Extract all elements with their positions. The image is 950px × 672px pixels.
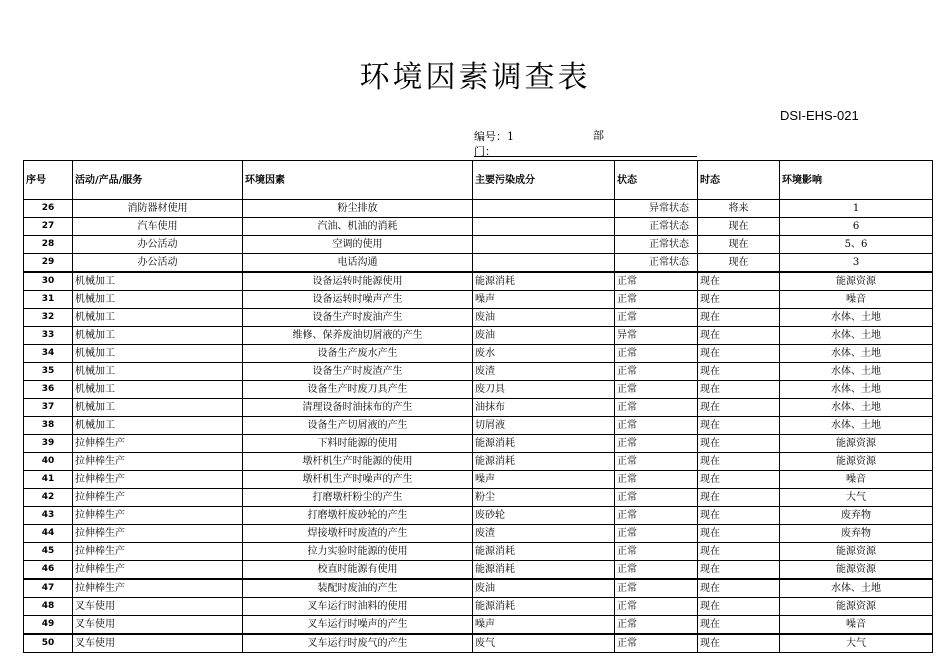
- cell-state: 正常: [615, 453, 698, 471]
- cell-factor: 清理设备时油抹布的产生: [243, 399, 473, 417]
- cell-factor: 打磨墩杆废砂轮的产生: [243, 507, 473, 525]
- cell-state: 正常状态: [615, 236, 698, 254]
- cell-state: 正常: [615, 471, 698, 489]
- cell-factor: 设备生产切屑液的产生: [243, 417, 473, 435]
- cell-pollutant: 噪声: [473, 291, 615, 309]
- cell-no: 35: [24, 363, 73, 381]
- cell-tense: 现在: [698, 254, 780, 273]
- cell-no: 29: [24, 254, 73, 273]
- cell-tense: 现在: [698, 634, 780, 653]
- cell-no: 26: [24, 200, 73, 218]
- header-pollutant: 主要污染成分: [473, 161, 615, 200]
- survey-table: [23, 160, 933, 653]
- cell-pollutant: 能源消耗: [473, 543, 615, 561]
- cell-pollutant: 能源消耗: [473, 272, 615, 291]
- cell-tense: 现在: [698, 309, 780, 327]
- cell-impact: 大气: [780, 634, 933, 653]
- cell-state: 正常: [615, 381, 698, 399]
- cell-impact: 能源资源: [780, 453, 933, 471]
- document-number: DSI-EHS-021: [780, 108, 859, 123]
- header-factor: 环境因素: [243, 161, 473, 200]
- cell-pollutant: 废渣: [473, 363, 615, 381]
- cell-tense: 现在: [698, 489, 780, 507]
- table-row: [24, 525, 933, 543]
- cell-factor: 叉车运行时噪声的产生: [243, 616, 473, 635]
- table-header-row: [24, 161, 933, 200]
- cell-pollutant: 废砂轮: [473, 507, 615, 525]
- table-row: [24, 453, 933, 471]
- cell-factor: 下料时能源的使用: [243, 435, 473, 453]
- cell-state: 正常: [615, 363, 698, 381]
- table-row: [24, 634, 933, 653]
- cell-no: 30: [24, 272, 73, 291]
- cell-tense: 现在: [698, 561, 780, 580]
- cell-activity: 拉伸棒生产: [73, 453, 243, 471]
- cell-tense: 现在: [698, 399, 780, 417]
- header-impact: 环境影响: [780, 161, 933, 200]
- cell-state: 正常: [615, 417, 698, 435]
- cell-impact: 废弃物: [780, 507, 933, 525]
- cell-pollutant: 切屑液: [473, 417, 615, 435]
- table-row: [24, 399, 933, 417]
- cell-tense: 现在: [698, 345, 780, 363]
- cell-impact: 5、6: [780, 236, 933, 254]
- cell-activity: 拉伸棒生产: [73, 543, 243, 561]
- cell-no: 48: [24, 598, 73, 616]
- cell-activity: 消防器材使用: [73, 200, 243, 218]
- cell-tense: 现在: [698, 579, 780, 598]
- cell-impact: 水体、土地: [780, 399, 933, 417]
- cell-impact: 6: [780, 218, 933, 236]
- cell-no: 49: [24, 616, 73, 635]
- cell-pollutant: 粉尘: [473, 489, 615, 507]
- cell-state: 正常: [615, 272, 698, 291]
- cell-factor: 装配时废油的产生: [243, 579, 473, 598]
- table-row: [24, 291, 933, 309]
- cell-factor: 电话沟通: [243, 254, 473, 273]
- cell-pollutant: 废气: [473, 634, 615, 653]
- cell-factor: 打磨墩杆粉尘的产生: [243, 489, 473, 507]
- table-row: [24, 579, 933, 598]
- cell-state: 正常: [615, 634, 698, 653]
- cell-impact: 水体、土地: [780, 309, 933, 327]
- cell-activity: 办公活动: [73, 236, 243, 254]
- table-row: [24, 561, 933, 580]
- cell-pollutant: [473, 200, 615, 218]
- cell-factor: 空调的使用: [243, 236, 473, 254]
- cell-activity: 叉车使用: [73, 616, 243, 635]
- table-row: [24, 543, 933, 561]
- cell-pollutant: 噪声: [473, 616, 615, 635]
- cell-activity: 拉伸棒生产: [73, 525, 243, 543]
- cell-tense: 现在: [698, 616, 780, 635]
- cell-impact: 能源资源: [780, 598, 933, 616]
- cell-activity: 叉车使用: [73, 598, 243, 616]
- cell-state: 正常: [615, 579, 698, 598]
- cell-tense: 现在: [698, 218, 780, 236]
- cell-pollutant: 能源消耗: [473, 561, 615, 580]
- table-row: [24, 435, 933, 453]
- table-row: [24, 471, 933, 489]
- cell-no: 36: [24, 381, 73, 399]
- cell-impact: 能源资源: [780, 272, 933, 291]
- cell-pollutant: [473, 254, 615, 273]
- cell-activity: 机械加工: [73, 363, 243, 381]
- cell-factor: 设备运转时噪声产生: [243, 291, 473, 309]
- cell-tense: 现在: [698, 525, 780, 543]
- cell-impact: 噪音: [780, 291, 933, 309]
- cell-state: 正常: [615, 291, 698, 309]
- cell-no: 40: [24, 453, 73, 471]
- department-label-line1: 部: [593, 129, 604, 142]
- cell-no: 44: [24, 525, 73, 543]
- cell-state: 正常: [615, 507, 698, 525]
- cell-impact: 水体、土地: [780, 363, 933, 381]
- table-row: [24, 489, 933, 507]
- header-activity: 活动/产品/服务: [73, 161, 243, 200]
- cell-tense: 现在: [698, 543, 780, 561]
- cell-no: 38: [24, 417, 73, 435]
- cell-tense: 现在: [698, 381, 780, 399]
- cell-factor: 设备生产废水产生: [243, 345, 473, 363]
- cell-no: 32: [24, 309, 73, 327]
- cell-impact: 1: [780, 200, 933, 218]
- cell-activity: 拉伸棒生产: [73, 435, 243, 453]
- cell-tense: 现在: [698, 598, 780, 616]
- department-label-line2: 门：: [474, 145, 496, 158]
- cell-factor: 墩杆机生产时噪声的产生: [243, 471, 473, 489]
- cell-impact: 能源资源: [780, 435, 933, 453]
- cell-state: 正常: [615, 616, 698, 635]
- cell-activity: 机械加工: [73, 399, 243, 417]
- cell-impact: 大气: [780, 489, 933, 507]
- cell-factor: 粉尘排放: [243, 200, 473, 218]
- cell-activity: 机械加工: [73, 327, 243, 345]
- cell-no: 45: [24, 543, 73, 561]
- cell-state: 异常: [615, 327, 698, 345]
- cell-no: 28: [24, 236, 73, 254]
- cell-pollutant: 噪声: [473, 471, 615, 489]
- cell-no: 50: [24, 634, 73, 653]
- cell-tense: 现在: [698, 471, 780, 489]
- cell-no: 31: [24, 291, 73, 309]
- cell-pollutant: [473, 236, 615, 254]
- department-underline: [474, 156, 697, 157]
- cell-state: 正常: [615, 489, 698, 507]
- cell-impact: 水体、土地: [780, 327, 933, 345]
- cell-activity: 拉伸棒生产: [73, 561, 243, 580]
- cell-impact: 水体、土地: [780, 579, 933, 598]
- table-row: [24, 345, 933, 363]
- cell-activity: 拉伸棒生产: [73, 507, 243, 525]
- header-state: 状态: [615, 161, 698, 200]
- cell-factor: 焊接墩杆时废渣的产生: [243, 525, 473, 543]
- cell-factor: 墩杆机生产时能源的使用: [243, 453, 473, 471]
- cell-pollutant: 废油: [473, 579, 615, 598]
- cell-state: 正常: [615, 525, 698, 543]
- cell-state: 正常状态: [615, 218, 698, 236]
- cell-factor: 叉车运行时废气的产生: [243, 634, 473, 653]
- serial-number-label: 编号：1: [474, 130, 514, 143]
- header-tense: 时态: [698, 161, 780, 200]
- table-row: [24, 327, 933, 345]
- cell-no: 39: [24, 435, 73, 453]
- cell-state: 正常: [615, 435, 698, 453]
- cell-no: 27: [24, 218, 73, 236]
- cell-activity: 叉车使用: [73, 634, 243, 653]
- cell-pollutant: 能源消耗: [473, 598, 615, 616]
- cell-pollutant: 能源消耗: [473, 453, 615, 471]
- cell-state: 正常: [615, 345, 698, 363]
- cell-state: 正常: [615, 399, 698, 417]
- cell-no: 37: [24, 399, 73, 417]
- table-body: [24, 200, 933, 653]
- cell-state: 异常状态: [615, 200, 698, 218]
- cell-activity: 机械加工: [73, 345, 243, 363]
- cell-factor: 设备生产时废渣产生: [243, 363, 473, 381]
- cell-pollutant: 废刀具: [473, 381, 615, 399]
- cell-factor: 设备生产时废刀具产生: [243, 381, 473, 399]
- cell-tense: 现在: [698, 363, 780, 381]
- cell-no: 41: [24, 471, 73, 489]
- cell-activity: 拉伸棒生产: [73, 471, 243, 489]
- table-row: [24, 616, 933, 635]
- cell-factor: 设备生产时废油产生: [243, 309, 473, 327]
- cell-activity: 拉伸棒生产: [73, 579, 243, 598]
- cell-tense: 将来: [698, 200, 780, 218]
- cell-factor: 设备运转时能源使用: [243, 272, 473, 291]
- cell-pollutant: 废渣: [473, 525, 615, 543]
- cell-factor: 拉力实验时能源的使用: [243, 543, 473, 561]
- table-row: [24, 309, 933, 327]
- table-row: [24, 200, 933, 218]
- cell-state: 正常状态: [615, 254, 698, 273]
- cell-no: 47: [24, 579, 73, 598]
- cell-no: 34: [24, 345, 73, 363]
- cell-tense: 现在: [698, 453, 780, 471]
- cell-state: 正常: [615, 561, 698, 580]
- cell-state: 正常: [615, 598, 698, 616]
- cell-state: 正常: [615, 309, 698, 327]
- cell-tense: 现在: [698, 327, 780, 345]
- cell-impact: 能源资源: [780, 543, 933, 561]
- cell-activity: 汽车使用: [73, 218, 243, 236]
- cell-pollutant: 废水: [473, 345, 615, 363]
- table-row: [24, 381, 933, 399]
- cell-activity: 办公活动: [73, 254, 243, 273]
- table-row: [24, 218, 933, 236]
- cell-activity: 机械加工: [73, 291, 243, 309]
- cell-pollutant: 油抹布: [473, 399, 615, 417]
- cell-impact: 3: [780, 254, 933, 273]
- cell-pollutant: 废油: [473, 309, 615, 327]
- cell-factor: 维修、保养废油切屑液的产生: [243, 327, 473, 345]
- header-no: 序号: [24, 161, 73, 200]
- cell-tense: 现在: [698, 291, 780, 309]
- cell-no: 42: [24, 489, 73, 507]
- cell-no: 43: [24, 507, 73, 525]
- cell-pollutant: 废油: [473, 327, 615, 345]
- cell-impact: 水体、土地: [780, 345, 933, 363]
- cell-no: 46: [24, 561, 73, 580]
- cell-tense: 现在: [698, 435, 780, 453]
- table-row: [24, 417, 933, 435]
- cell-activity: 拉伸棒生产: [73, 489, 243, 507]
- cell-pollutant: 能源消耗: [473, 435, 615, 453]
- cell-impact: 能源资源: [780, 561, 933, 580]
- cell-impact: 水体、土地: [780, 381, 933, 399]
- cell-activity: 机械加工: [73, 381, 243, 399]
- table-row: [24, 254, 933, 273]
- cell-state: 正常: [615, 543, 698, 561]
- cell-tense: 现在: [698, 507, 780, 525]
- cell-impact: 水体、土地: [780, 417, 933, 435]
- cell-factor: 叉车运行时油料的使用: [243, 598, 473, 616]
- cell-impact: 噪音: [780, 471, 933, 489]
- cell-impact: 废弃物: [780, 525, 933, 543]
- cell-activity: 机械加工: [73, 272, 243, 291]
- table-row: [24, 507, 933, 525]
- cell-activity: 机械加工: [73, 417, 243, 435]
- table-row: [24, 272, 933, 291]
- cell-tense: 现在: [698, 272, 780, 291]
- cell-no: 33: [24, 327, 73, 345]
- cell-tense: 现在: [698, 417, 780, 435]
- cell-pollutant: [473, 218, 615, 236]
- cell-impact: 噪音: [780, 616, 933, 635]
- table-row: [24, 363, 933, 381]
- cell-factor: 校直时能源有使用: [243, 561, 473, 580]
- cell-activity: 机械加工: [73, 309, 243, 327]
- table-row: [24, 236, 933, 254]
- table-row: [24, 598, 933, 616]
- page-title: 环境因素调查表: [359, 60, 591, 95]
- cell-tense: 现在: [698, 236, 780, 254]
- cell-factor: 汽油、机油的消耗: [243, 218, 473, 236]
